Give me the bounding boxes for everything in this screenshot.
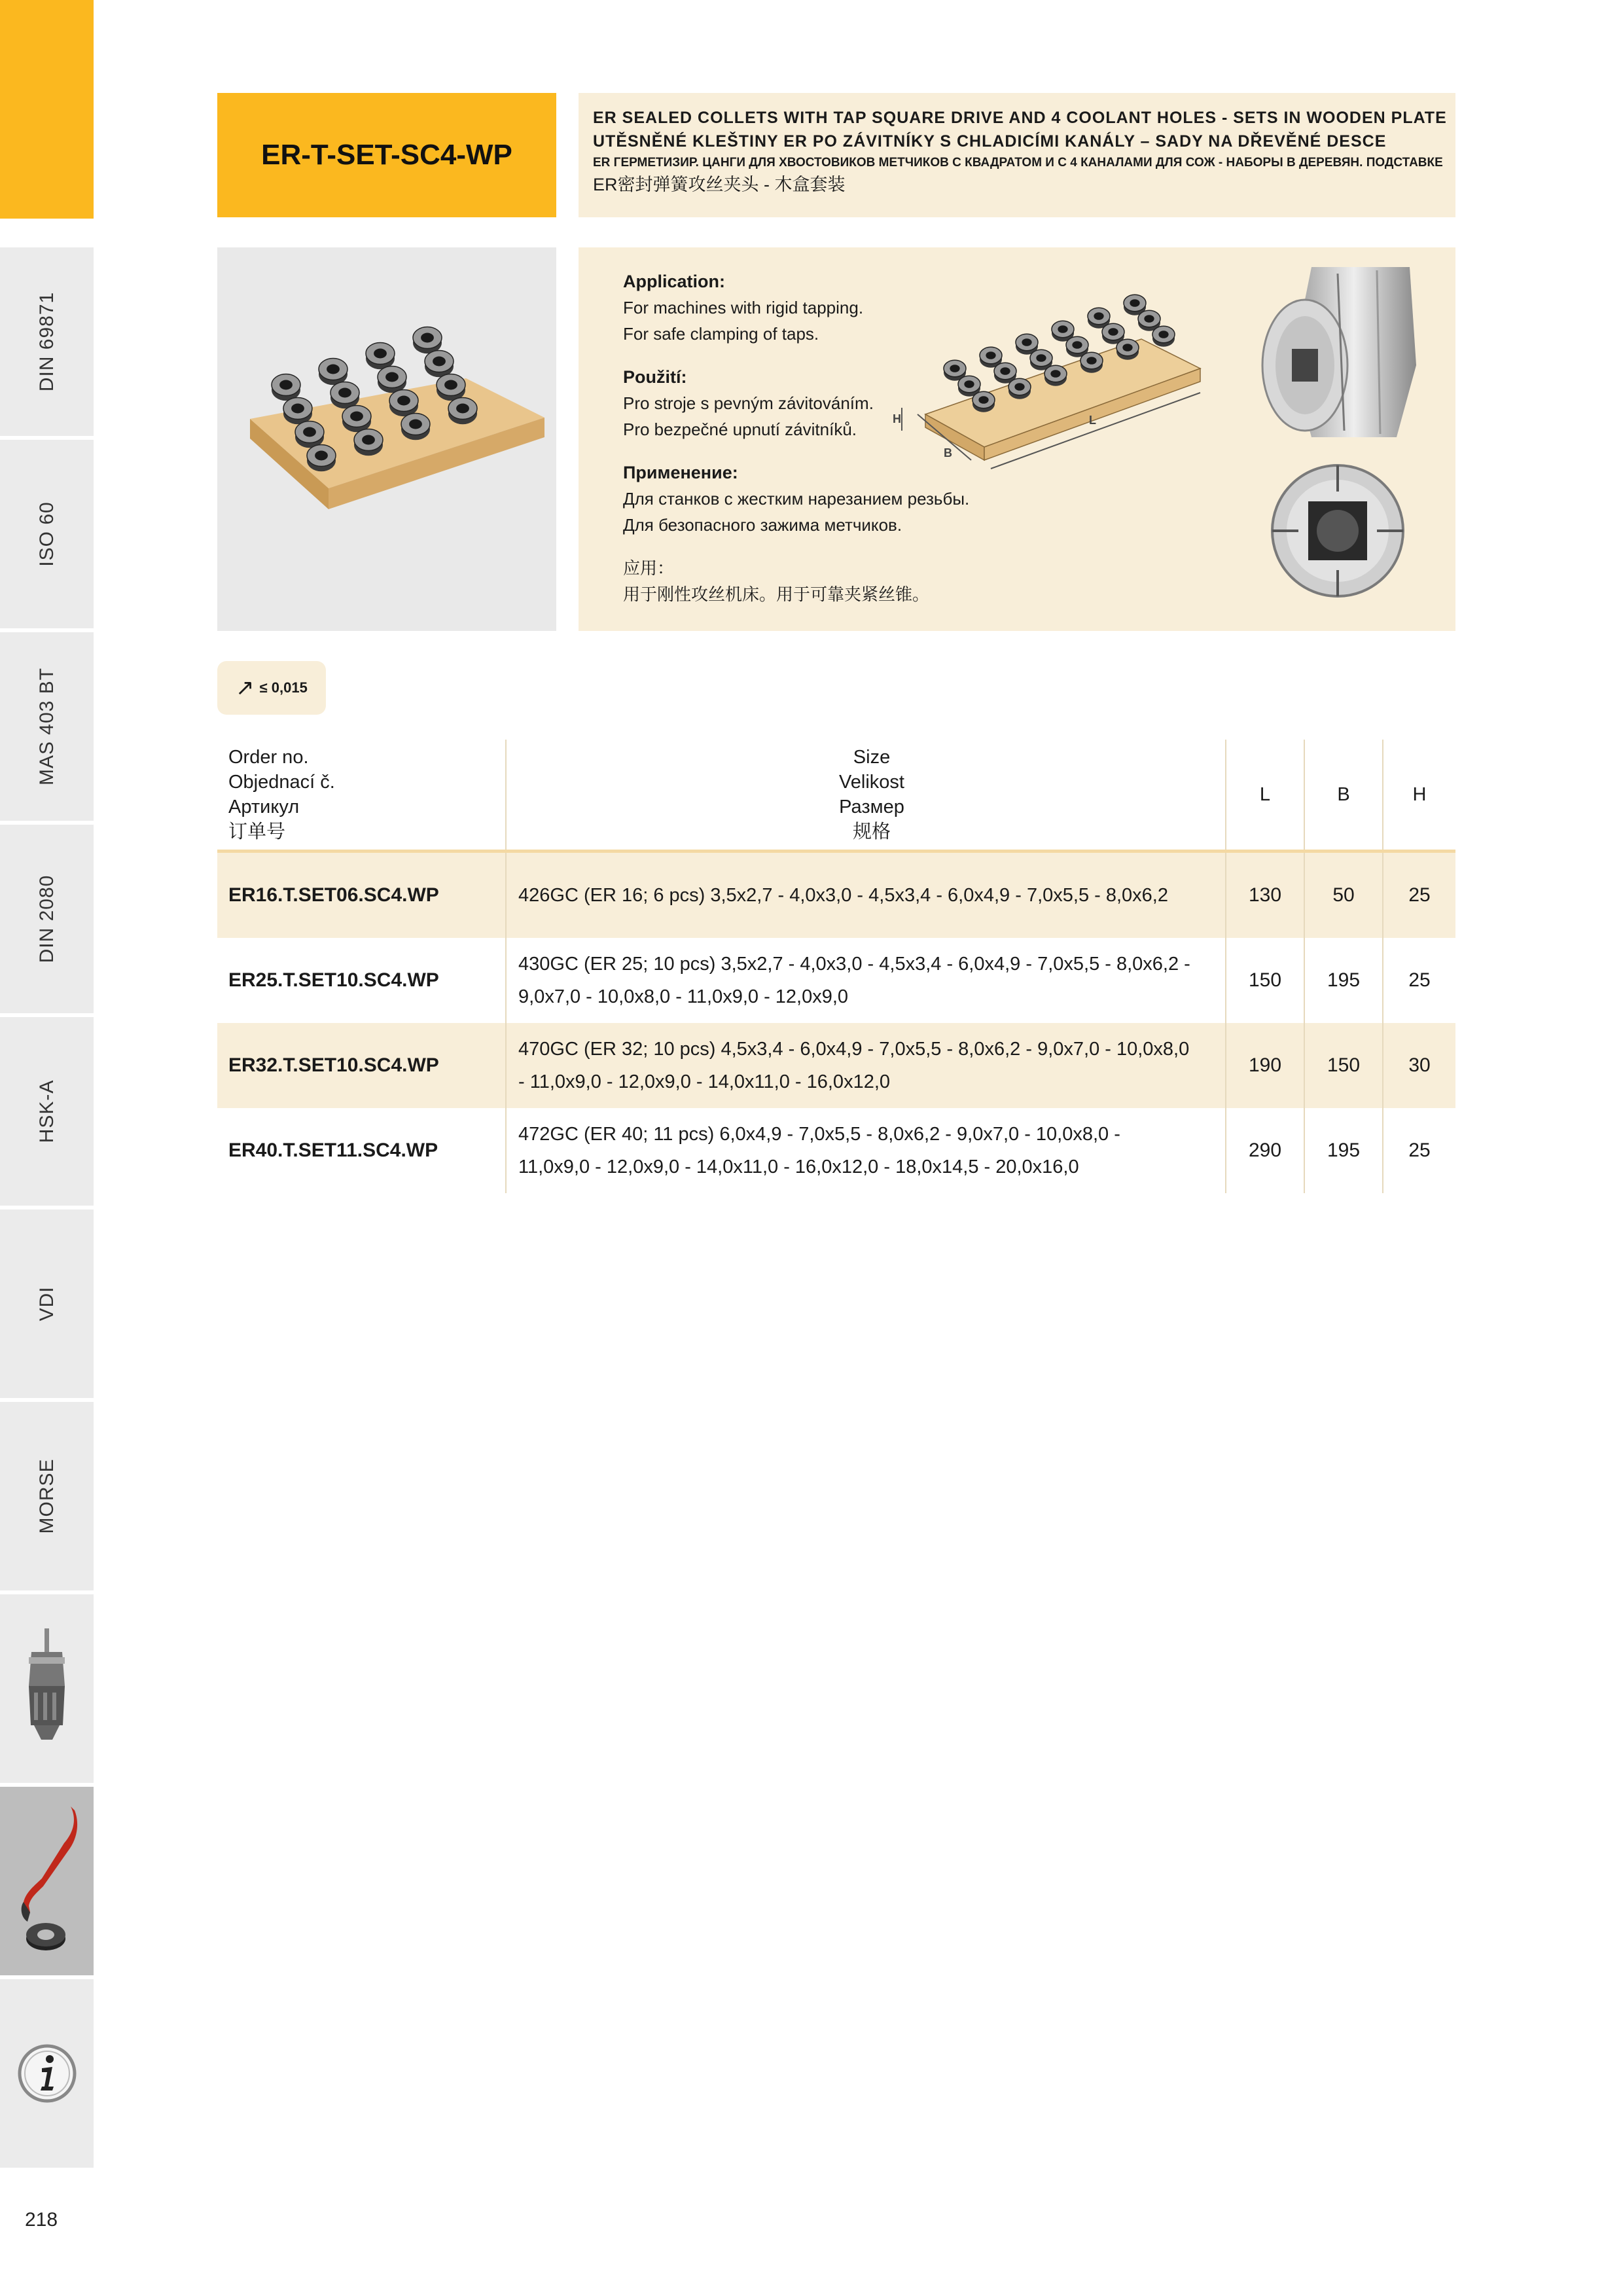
collet-icon — [366, 343, 395, 370]
application-heading-ru: Применение: — [623, 463, 738, 482]
header-size — [505, 740, 1225, 850]
size-text: 430GC (ER 25; 10 pcs) 3,5x2,7 - 4,0x3,0 - 4,5x3,4 - 6,0x4,9 - 7,0x5,5 - 8,0x6,2 - — [518, 954, 1190, 975]
tab-label: MORSE — [35, 1458, 58, 1534]
collet-icon — [413, 327, 442, 354]
application-line: 用于刚性攻丝机床。用于可靠夹紧丝锥。 — [623, 584, 930, 604]
collet-side-view — [1240, 254, 1436, 450]
tab-label: DIN 69871 — [35, 291, 58, 392]
size-cell — [505, 1108, 1225, 1193]
order-number: ER25.T.SET10.SC4.WP — [228, 969, 439, 991]
collet-icon — [401, 414, 430, 440]
description-cz: UTĚSNĚNÉ KLEŠTINY ER PO ZÁVITNÍKY S CHLADICÍMI KANÁLY – SADY NA DŘEVĚNÉ DESCE — [593, 132, 1387, 151]
application-line: For machines with rigid tapping. — [623, 298, 864, 317]
collet-icon — [437, 374, 465, 401]
size-cell — [505, 1023, 1225, 1108]
dim-l: 150 — [1225, 938, 1304, 1023]
collet-icon — [342, 406, 371, 433]
size-text: 472GC (ER 40; 11 pcs) 6,0x4,9 - 7,0x5,5 - 8,0x6,2 - 9,0x7,0 - 10,0x8,0 - — [518, 1124, 1120, 1145]
dim-label-b: B — [944, 446, 952, 459]
section-color-tab — [0, 0, 94, 219]
header-text: Order no. — [228, 747, 309, 768]
tab-wrench-nut[interactable] — [0, 1787, 94, 1979]
collet-icon — [1152, 326, 1175, 346]
table-header — [217, 740, 1455, 853]
header-text: Размер — [839, 797, 904, 817]
dim-b: 150 — [1304, 1023, 1382, 1108]
collet-set-photo — [217, 247, 556, 631]
table-row — [217, 1108, 1455, 1193]
application-heading-cz: Použití: — [623, 367, 687, 387]
runout-tolerance-badge — [217, 661, 326, 715]
collet-icon — [972, 391, 995, 412]
tab-vdi[interactable] — [0, 1210, 94, 1402]
tab-label: VDI — [35, 1286, 58, 1321]
collet-icon — [330, 382, 359, 409]
application-heading-cn: 应用： — [623, 558, 675, 578]
order-number: ER32.T.SET10.SC4.WP — [228, 1054, 439, 1076]
collet-icon — [354, 429, 383, 456]
collet-icon — [295, 422, 324, 448]
drill-chuck-icon — [0, 1594, 94, 1783]
tab-morse[interactable] — [0, 1402, 94, 1594]
side-navigation — [0, 0, 94, 2173]
application-line: Pro bezpečné upnutí závitníků. — [623, 420, 857, 439]
dim-h: 30 — [1382, 1023, 1455, 1108]
product-title: ER-T-SET-SC4-WP — [261, 139, 512, 171]
tab-din-2080[interactable] — [0, 825, 94, 1017]
tab-mas-403-bt[interactable] — [0, 632, 94, 825]
tab-din-69871[interactable] — [0, 247, 94, 440]
dim-h: 25 — [1382, 853, 1455, 938]
application-line: Pro stroje s pevným závitováním. — [623, 393, 874, 413]
tab-label: ISO 60 — [35, 501, 58, 567]
collet-icon — [389, 390, 418, 417]
table-row — [217, 1023, 1455, 1108]
header-order-no — [217, 740, 505, 850]
order-number: ER16.T.SET06.SC4.WP — [228, 884, 439, 906]
runout-arrow-icon: ↗ — [236, 675, 255, 700]
page-number: 218 — [25, 2209, 58, 2231]
size-text: 426GC (ER 16; 6 pcs) 3,5x2,7 - 4,0x3,0 - 4,5x3,4 - 6,0x4,9 - 7,0x5,5 - 8,0x6,2 — [518, 885, 1168, 906]
collet-front-view — [1259, 456, 1416, 606]
dim-b: 50 — [1304, 853, 1382, 938]
size-cell — [505, 853, 1225, 938]
info-icon — [0, 1979, 94, 2168]
collet-icon — [1080, 352, 1103, 372]
tab-label: MAS 403 BT — [35, 667, 58, 786]
collet-icon — [272, 374, 300, 401]
header-text: Velikost — [839, 772, 904, 793]
tab-iso-60[interactable] — [0, 440, 94, 632]
tab-hsk-a[interactable] — [0, 1017, 94, 1210]
size-text: 11,0x9,0 - 12,0x9,0 - 14,0x11,0 - 16,0x12,0 - 18,0x14,5 - 20,0x16,0 — [518, 1157, 1079, 1177]
dim-label-l: L — [1089, 414, 1096, 427]
tab-drill-chuck[interactable] — [0, 1594, 94, 1787]
header-text: Objednací č. — [228, 772, 335, 793]
product-title-box — [217, 93, 556, 217]
header-text: 规格 — [852, 821, 891, 842]
size-cell — [505, 938, 1225, 1023]
application-line: Для станков с жестким нарезанием резьбы. — [623, 489, 970, 509]
collet-icon — [319, 359, 348, 386]
header-l: L — [1225, 740, 1304, 850]
dim-b: 195 — [1304, 1108, 1382, 1193]
collet-icon — [1044, 365, 1067, 386]
dimension-drawing — [893, 260, 1220, 496]
order-number: ER40.T.SET11.SC4.WP — [228, 1139, 438, 1161]
dim-h: 25 — [1382, 938, 1455, 1023]
dim-b: 195 — [1304, 938, 1382, 1023]
table-row — [217, 853, 1455, 938]
product-photo — [217, 247, 556, 631]
header-b: B — [1304, 740, 1382, 850]
size-text: 470GC (ER 32; 10 pcs) 4,5x3,4 - 6,0x4,9 - 7,0x5,5 - 8,0x6,2 - 9,0x7,0 - 10,0x8,0 — [518, 1039, 1190, 1060]
specification-table — [217, 740, 1455, 1193]
collet-icon — [283, 398, 312, 425]
dim-l: 290 — [1225, 1108, 1304, 1193]
collet-icon — [1116, 339, 1139, 359]
wrench-nut-icon — [0, 1787, 94, 1975]
tab-label: DIN 2080 — [35, 874, 58, 963]
dim-l: 130 — [1225, 853, 1304, 938]
product-description — [579, 93, 1455, 217]
application-line: For safe clamping of taps. — [623, 324, 819, 344]
runout-value: ≤ 0,015 — [259, 679, 308, 696]
description-ru: ER ГЕРМЕТИЗИР. ЦАНГИ ДЛЯ ХВОСТОВИКОВ МЕТЧИКОВ С КВАДРАТОМ И С 4 КАНАЛАМИ ДЛЯ СОЖ - НАБОРЫ В ДЕРЕВЯН. ПОДСТАВКЕ — [593, 156, 1443, 170]
size-text: 9,0x7,0 - 10,0x8,0 - 11,0x9,0 - 12,0x9,0 — [518, 986, 849, 1007]
collet-icon — [307, 445, 336, 472]
header-text: Артикул — [228, 797, 300, 817]
application-panel — [579, 247, 1455, 631]
description-cn: ER密封弹簧攻丝夹头 - 木盒套装 — [593, 175, 846, 194]
dim-h: 25 — [1382, 1108, 1455, 1193]
application-heading-en: Application: — [623, 272, 725, 291]
collet-icon — [1008, 378, 1031, 399]
collet-icon — [448, 398, 477, 425]
tab-info[interactable] — [0, 1979, 94, 2172]
header-text: 订单号 — [228, 821, 286, 842]
table-row — [217, 938, 1455, 1023]
description-en: ER SEALED COLLETS WITH TAP SQUARE DRIVE AND 4 COOLANT HOLES - SETS IN WOODEN PLATE — [593, 109, 1447, 127]
header-text: Size — [853, 747, 891, 768]
tab-label: HSK-A — [35, 1079, 58, 1143]
size-text: - 11,0x9,0 - 12,0x9,0 - 14,0x11,0 - 16,0x12,0 — [518, 1071, 891, 1092]
dim-l: 190 — [1225, 1023, 1304, 1108]
collet-icon — [425, 351, 454, 378]
header-h: H — [1382, 740, 1455, 850]
application-line: Для безопасного зажима метчиков. — [623, 515, 902, 535]
collet-icon — [378, 367, 406, 393]
dim-label-h: H — [893, 412, 901, 425]
